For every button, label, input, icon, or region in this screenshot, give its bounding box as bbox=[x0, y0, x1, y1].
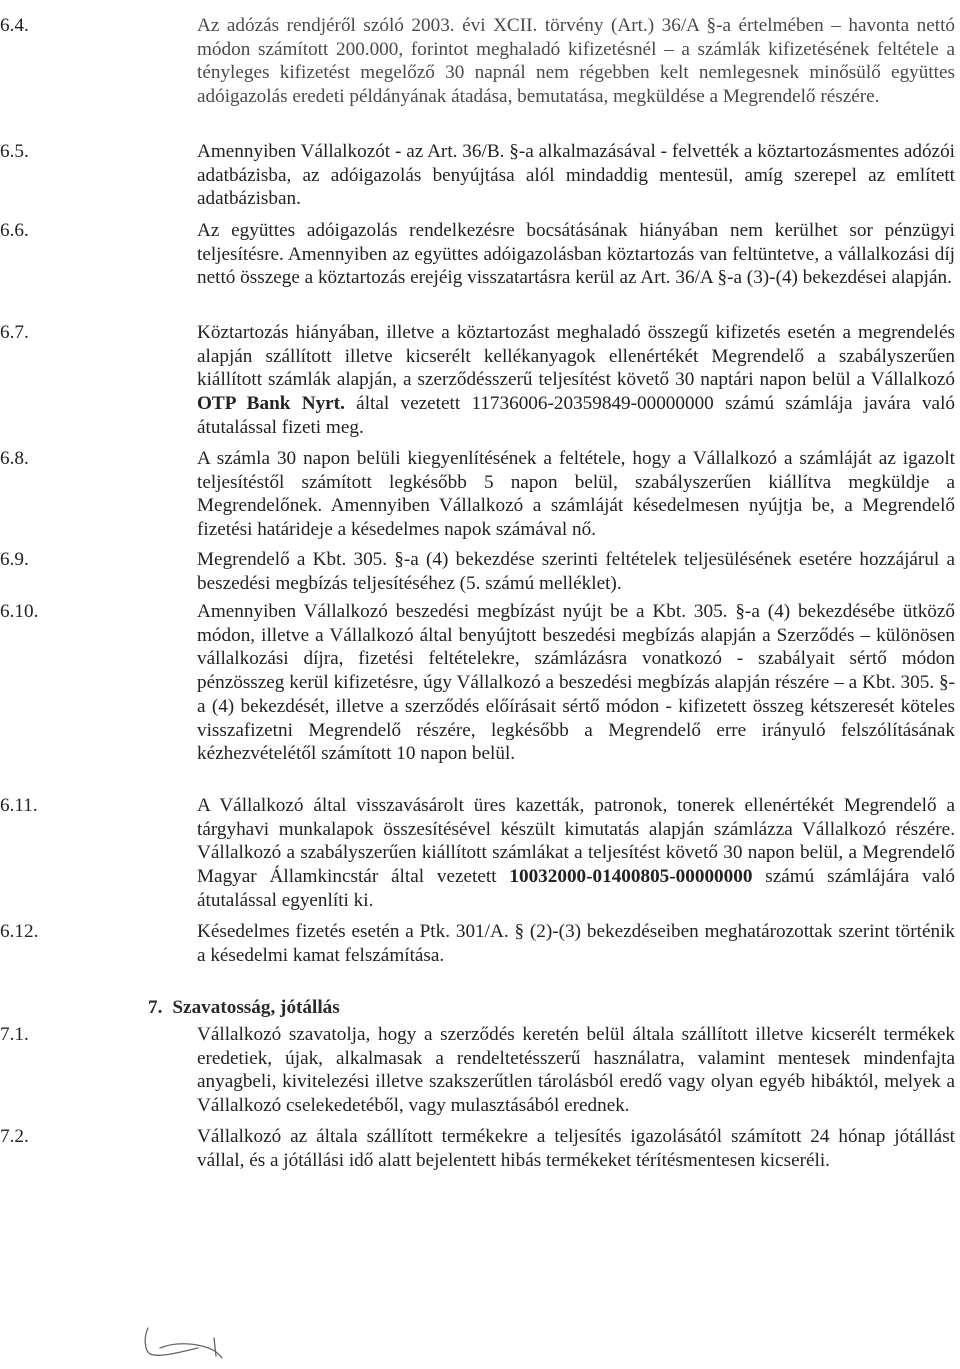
text-segment: A Vállalkozó által visszavásárolt üres kazetták, patronok, tonerek ellenértékét Megrendelő a tárgyhavi munkalapok összesítésével készült kimutatás alapján számlázza Vállalkozó részére. Vállalkozó a szabályszerűen kiállított számlákat a teljesítést követő 30 napon belül, a Megrendelő Magyar Államkincstár által vezetett bbox=[197, 795, 955, 888]
paragraph-text: Az együttes adóigazolás rendelkezésre bocsátásának hiányában nem kerülhet sor pénzügyi teljesítésre. Amennyiben az együttes adóigazolásban köztartozás van feltüntetve, a vállalkozási díj nettó összege a köztartozás erejéig visszatartásra kerül az Art. 36/A §-a (3)-(4) bekezdései alapján. bbox=[197, 220, 955, 289]
paragraph-number: 7.2. bbox=[0, 1126, 29, 1147]
paragraph-number: 6.7. bbox=[0, 322, 29, 343]
paragraph-text: A számla 30 napon belüli kiegyenlítésének a feltétele, hogy a Vállalkozó a számláját az igazolt teljesítéstől számított legkésőbb 5 napon belül, szabályszerűen kiállítva megküldje a Megrendelőnek. Amennyiben Vállalkozó a számláját késedelmesen nyújtja be, a Megrendelő fizetési határideje a késedelmes napok számával nő. bbox=[197, 448, 955, 541]
account-number: 10032000-01400805-00000000 bbox=[509, 866, 753, 888]
paragraph-7-2 bbox=[0, 1125, 955, 1172]
paragraph-text bbox=[197, 321, 955, 440]
text-segment: Köztartozás hiányában, illetve a köztartozást meghaladó összegű kifizetés esetén a megrendelés alapján szállított illetve kicserélt kellékanyagok ellenértékét Megrendelő a szabályszerűen kiállított számlák alapján, a szerződésszerű teljesítést követő 30 naptári napon belül a Vállalkozó bbox=[197, 322, 955, 391]
paragraph-6-4 bbox=[0, 14, 955, 109]
paragraph-number: 6.5. bbox=[0, 141, 29, 162]
section-title: Szavatosság, jótállás bbox=[172, 997, 340, 1018]
paragraph-6-7 bbox=[0, 321, 955, 440]
paragraph-text: Amennyiben Vállalkozót - az Art. 36/B. §-a alkalmazásával - felvették a köztartozásmentes adózói adatbázisba, az adóigazolás benyújtása alól mindaddig mentesül, amíg szerepel az említett adatbázisban. bbox=[197, 141, 955, 210]
paragraph-6-11 bbox=[0, 794, 956, 913]
paragraph-number: 6.11. bbox=[0, 795, 38, 816]
paragraph-6-6 bbox=[0, 219, 955, 290]
bank-name: OTP Bank Nyrt. bbox=[197, 393, 345, 415]
paragraph-text: Amennyiben Vállalkozó beszedési megbízást nyújt be a Kbt. 305. §-a (4) bekezdésébe ütköző módon, illetve a Vállalkozó által benyújtott beszedési megbízás alapján a Szerződés – különösen vállalkozási díjra, fizetési feltételekre, számlázásra vonatkozó - szabályait sértő módon pénzösszeg kerül kifizetésre, úgy Vállalkozó a beszedési megbízás alapján részére – a Kbt. 305. §-a (4) bekezdését, illetve a szerződés előírásait sértő módon - kifizetett összeg kétszeresét köteles visszafizetni Megrendelő részére, legkésőbb a Megrendelő erre irányuló felszólításának kézhezvételétől számított 10 napon belül. bbox=[197, 601, 955, 765]
paragraph-text: Vállalkozó az általa szállított termékekre a teljesítés igazolásától számított 24 hónap jótállást vállal, és a jótállási idő alatt bejelentett hibás termékeket térítésmentesen kicseréli. bbox=[197, 1126, 955, 1171]
paragraph-number: 6.10. bbox=[0, 601, 39, 622]
section-number: 7. bbox=[148, 997, 163, 1018]
paragraph-6-10 bbox=[0, 600, 955, 766]
paragraph-number: 6.12. bbox=[0, 921, 39, 942]
paragraph-text: Késedelmes fizetés esetén a Ptk. 301/A. § (2)-(3) bekezdéseiben meghatározottak szerint történik a késedelmi kamat felszámítása. bbox=[197, 921, 955, 966]
paragraph-text: Vállalkozó szavatolja, hogy a szerződés keretén belül általa szállított illetve kicserélt termékek eredetiek, újak, alkalmasak a rendeltetésszerű használatra, valamint mentesek mindenfajta anyagbeli, kivitelezési illetve szakszerűtlen tárolásból eredő vagy olyan egyéb hibáktól, melyek a Vállalkozó cselekedetéből, vagy mulasztásából erednek. bbox=[197, 1024, 955, 1117]
signature-mark bbox=[140, 1322, 230, 1362]
paragraph-text: Az adózás rendjéről szóló 2003. évi XCII. törvény (Art.) 36/A §-a értelmében – havonta nettó módon számított 200.000, forintot meghaladó kifizetésnél – a számlák kifizetésének feltétele a tényleges kifizetést megelőző 30 napnál nem régebben kelt nemlegesnek minősülő együttes adóigazolás eredeti példányának átadása, bemutatása, megküldése a Megrendelő részére. bbox=[197, 15, 955, 108]
paragraph-number: 7.1. bbox=[0, 1024, 29, 1045]
paragraph-7-1 bbox=[0, 1023, 955, 1118]
paragraph-text bbox=[197, 794, 955, 913]
paragraph-number: 6.6. bbox=[0, 220, 29, 241]
paragraph-number: 6.8. bbox=[0, 448, 29, 469]
paragraph-number: 6.9. bbox=[0, 549, 29, 570]
paragraph-number: 6.4. bbox=[0, 15, 29, 36]
paragraph-6-9 bbox=[0, 548, 955, 595]
paragraph-text: Megrendelő a Kbt. 305. §-a (4) bekezdése szerinti feltételek teljesülésének esetére hozzájárul a beszedési megbízás teljesítéséhez (5. számú melléklet). bbox=[197, 549, 955, 594]
paragraph-6-12 bbox=[0, 920, 955, 967]
section-heading bbox=[148, 997, 340, 1019]
text-segment: számú számlájára való átutalással egyenlíti ki. bbox=[197, 866, 956, 911]
paragraph-6-5 bbox=[0, 140, 955, 211]
paragraph-6-8 bbox=[0, 447, 955, 542]
text-segment: által vezetett 11736006-20359849-00000000 számú számlája javára való átutalással fizeti meg. bbox=[197, 393, 955, 438]
